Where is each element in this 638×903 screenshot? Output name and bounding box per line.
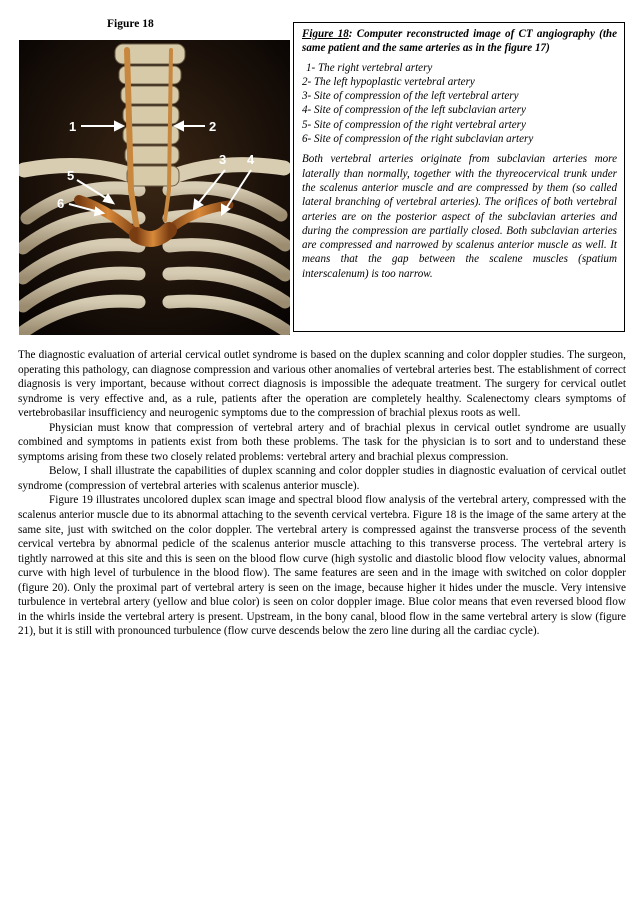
caption-legend xyxy=(302,61,617,147)
label-1: 1 xyxy=(69,119,77,134)
legend-item: 1- The right vertebral artery xyxy=(306,61,433,74)
ct-angiography-image xyxy=(19,40,290,335)
label-6: 6 xyxy=(57,196,65,211)
paragraph: The diagnostic evaluation of arterial cervical outlet syndrome is based on the duplex scanning and color doppler studies. The surgeon, operating this pathology, can diagnose compression and various other anomalies of vertebral arteries best. The establishment of correct diagnosis is very important, because without correct diagnosis is impossible the adequate treatment. The surgery for cervical outlet syndrome is very effective and, as a rule, patients after the operation are completely healthy. Scalenectomy clears symptoms of vertebrobasilar insufficiency and neurogenic symptoms due to the compression of brachial plexus roots as well. xyxy=(18,349,626,420)
caption-description: Both vertebral arteries originate from subclavian arteries more laterally than normally, together with the thyreocervical trunk under the scalenus anterior muscle and are compressed by them (so called lateral branching of vertebral arteries). The orifices of both vertebral arteries are on the posterior aspect of the subclavian arteries and during the compression are partially closed. Both subclavian arteries are compressed and narrowed by scalenus anterior muscle as well. It means that the gap between the scalene muscles (spatium interscalenum) is too narrow. xyxy=(302,153,617,280)
label-3: 3 xyxy=(219,152,227,167)
figure-caption xyxy=(293,22,625,332)
legend-item: 2- The left hypoplastic vertebral artery xyxy=(302,75,475,88)
legend-item: 4- Site of compression of the left subclavian artery xyxy=(302,104,526,117)
label-2: 2 xyxy=(209,119,217,134)
caption-title xyxy=(302,27,617,56)
paragraph: Figure 19 illustrates uncolored duplex scan image and spectral blood flow analysis of the vertebral artery, compressed with the scalenus anterior muscle due to its abnormal attaching to the seventh cervical vertebra. Figure 18 is the image of the same artery at the same site, just with switched on the color doppler. The vertebral artery is compressed against the transverse process of the seventh cervical vertebra by abnormal pedicle of the scalenus anterior muscle attaching to this transverse process. The vertebral artery is tightly narrowed at this site and this is seen on the blood flow curve (high systolic and diastolic blood flow velocity values, abnormal curve with high level of turbulence in the blood flow). The same features are seen and in the image with switched on color doppler (figure 20). Only the proximal part of vertebral artery is seen on the image, because higher it hides under the muscle. Very intensive turbulence in vertebral artery (yellow and blue color) is seen on color doppler image. Blue color means that even reversed blood flow in the whirls inside the vertebral artery is present. Upstream, in the bony canal, blood flow in the same vertebral artery is slow (figure 21), but it is still with pronounced turbulence (flow curve descends below the zero line during all the cardiac cycle). xyxy=(18,494,626,638)
legend-item: 6- Site of compression of the right subclavian artery xyxy=(302,133,534,146)
label-4: 4 xyxy=(247,152,255,167)
figure-label: Figure 18 xyxy=(107,18,154,30)
paragraph: Below, I shall illustrate the capabilities of duplex scanning and color doppler studies in diagnostic evaluation of cervical outlet syndrome (compression of vertebral arteries with scalenus anterior muscle). xyxy=(18,465,626,492)
caption-title-text: : Computer reconstructed image of CT angiography (the same patient and the same arteries as in the figure 17) xyxy=(302,28,617,55)
legend-item: 3- Site of compression of the left vertebral artery xyxy=(302,90,519,103)
legend-item: 5- Site of compression of the right vertebral artery xyxy=(302,118,526,131)
paragraph: Physician must know that compression of vertebral artery and of brachial plexus in cervical outlet syndrome are usually combined and symptoms in patients exist from both these problems. The task for the physician is to sort and to understand these symptoms arising from these two closely related problems: vertebral artery and brachial plexus compression. xyxy=(18,421,626,463)
caption-figure-ref: Figure 18 xyxy=(302,28,349,40)
label-5: 5 xyxy=(67,168,75,183)
article-body xyxy=(18,348,626,639)
